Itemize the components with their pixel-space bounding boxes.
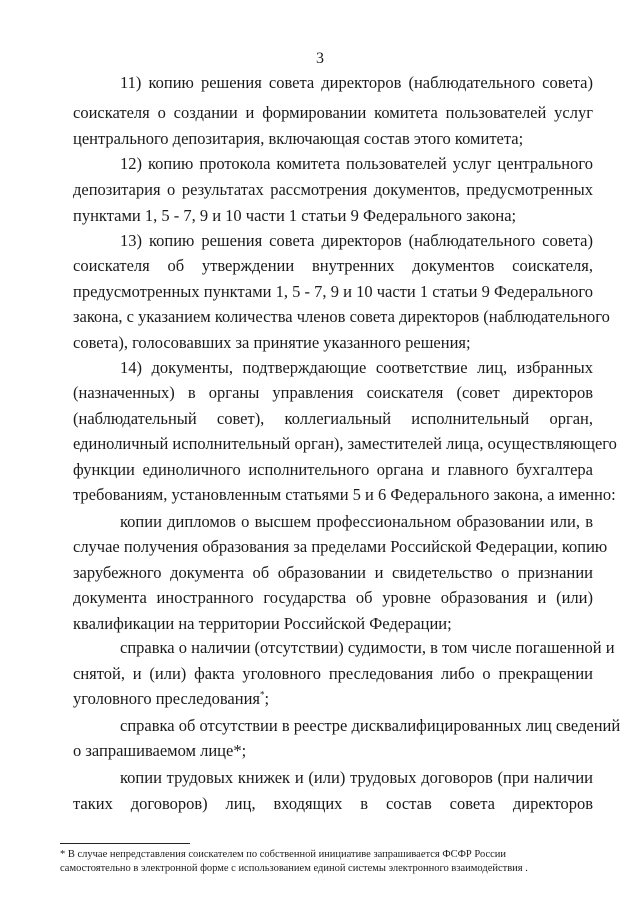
text-line-18: копии дипломов о высшем профессиональном образовании или, в — [120, 512, 593, 531]
text-line-2: соискателя о создании и формировании комитета пользователей услуг — [73, 103, 593, 122]
text-line-25-tail: ; — [264, 689, 270, 708]
text-line-23: справка о наличии (отсутствии) судимости, в том числе погашенной и — [120, 638, 615, 657]
text-line-27: о запрашиваемом лице*; — [73, 741, 247, 760]
text-line-16: функции единоличного исполнительного органа и главного бухгалтера — [73, 460, 593, 479]
text-line-17: требованиям, установленным статьями 5 и 6 Федерального закона, а именно: — [73, 485, 616, 504]
text-line-22: квалификации на территории Российской Федерации; — [73, 614, 452, 633]
text-line-20: зарубежного документа об образовании и свидетельство о признании — [73, 563, 593, 582]
text-line-7: 13) копию решения совета директоров (наблюдательного совета) — [120, 231, 593, 250]
text-line-8: соискателя об утверждении внутренних документов соискателя, — [73, 256, 593, 275]
text-line-14: (наблюдательный совет), коллегиальный исполнительный орган, — [73, 409, 593, 428]
page-number: 3 — [316, 50, 324, 67]
footnote-line-2: самостоятельно в электронной форме с использованием единой системы электронного взаимодействия . — [60, 863, 528, 874]
text-line-21: документа иностранного государства об уровне образования и (или) — [73, 588, 593, 607]
text-line-6: пунктами 1, 5 - 7, 9 и 10 части 1 статьи 9 Федерального закона; — [73, 206, 517, 225]
text-line-4: 12) копию протокола комитета пользователей услуг центрального — [120, 154, 593, 173]
text-line-12: 14) документы, подтверждающие соответствие лиц, избранных — [120, 358, 593, 377]
text-line-19: случае получения образования за пределами Российской Федерации, копию — [73, 537, 608, 556]
text-line-25 — [73, 689, 593, 709]
text-line-3: центрального депозитария, включающая состав этого комитета; — [73, 129, 524, 148]
text-line-28: копии трудовых книжек и (или) трудовых договоров (при наличии — [120, 768, 593, 787]
text-line-26: справка об отсутствии в реестре дисквалифицированных лиц сведений — [120, 716, 621, 735]
text-line-5: депозитария о результатах рассмотрения документов, предусмотренных — [73, 180, 593, 199]
text-line-10: закона, с указанием количества членов совета директоров (наблюдательного — [73, 307, 610, 326]
text-line-25-main: уголовного преследования — [73, 689, 260, 708]
text-line-15: единоличный исполнительный орган), заместителей лица, осуществляющего — [73, 434, 617, 453]
text-line-29: таких договоров) лиц, входящих в состав совета директоров — [73, 794, 593, 813]
text-line-11: совета), голосовавших за принятие указанного решения; — [73, 333, 471, 352]
text-line-9: предусмотренных пунктами 1, 5 - 7, 9 и 10 части 1 статьи 9 Федерального — [73, 282, 593, 301]
text-line-1: 11) копию решения совета директоров (наблюдательного совета) — [120, 73, 593, 92]
text-line-24: снятой, и (или) факта уголовного преследования либо о прекращении — [73, 664, 593, 683]
footnote-line-1: * В случае непредставления соискателем по собственной инициативе запрашивается ФСФР России — [60, 849, 507, 860]
footnote-divider — [60, 843, 190, 844]
text-line-13: (назначенных) в органы управления соискателя (совет директоров — [73, 383, 593, 402]
footnote-marker: * — [260, 689, 265, 700]
